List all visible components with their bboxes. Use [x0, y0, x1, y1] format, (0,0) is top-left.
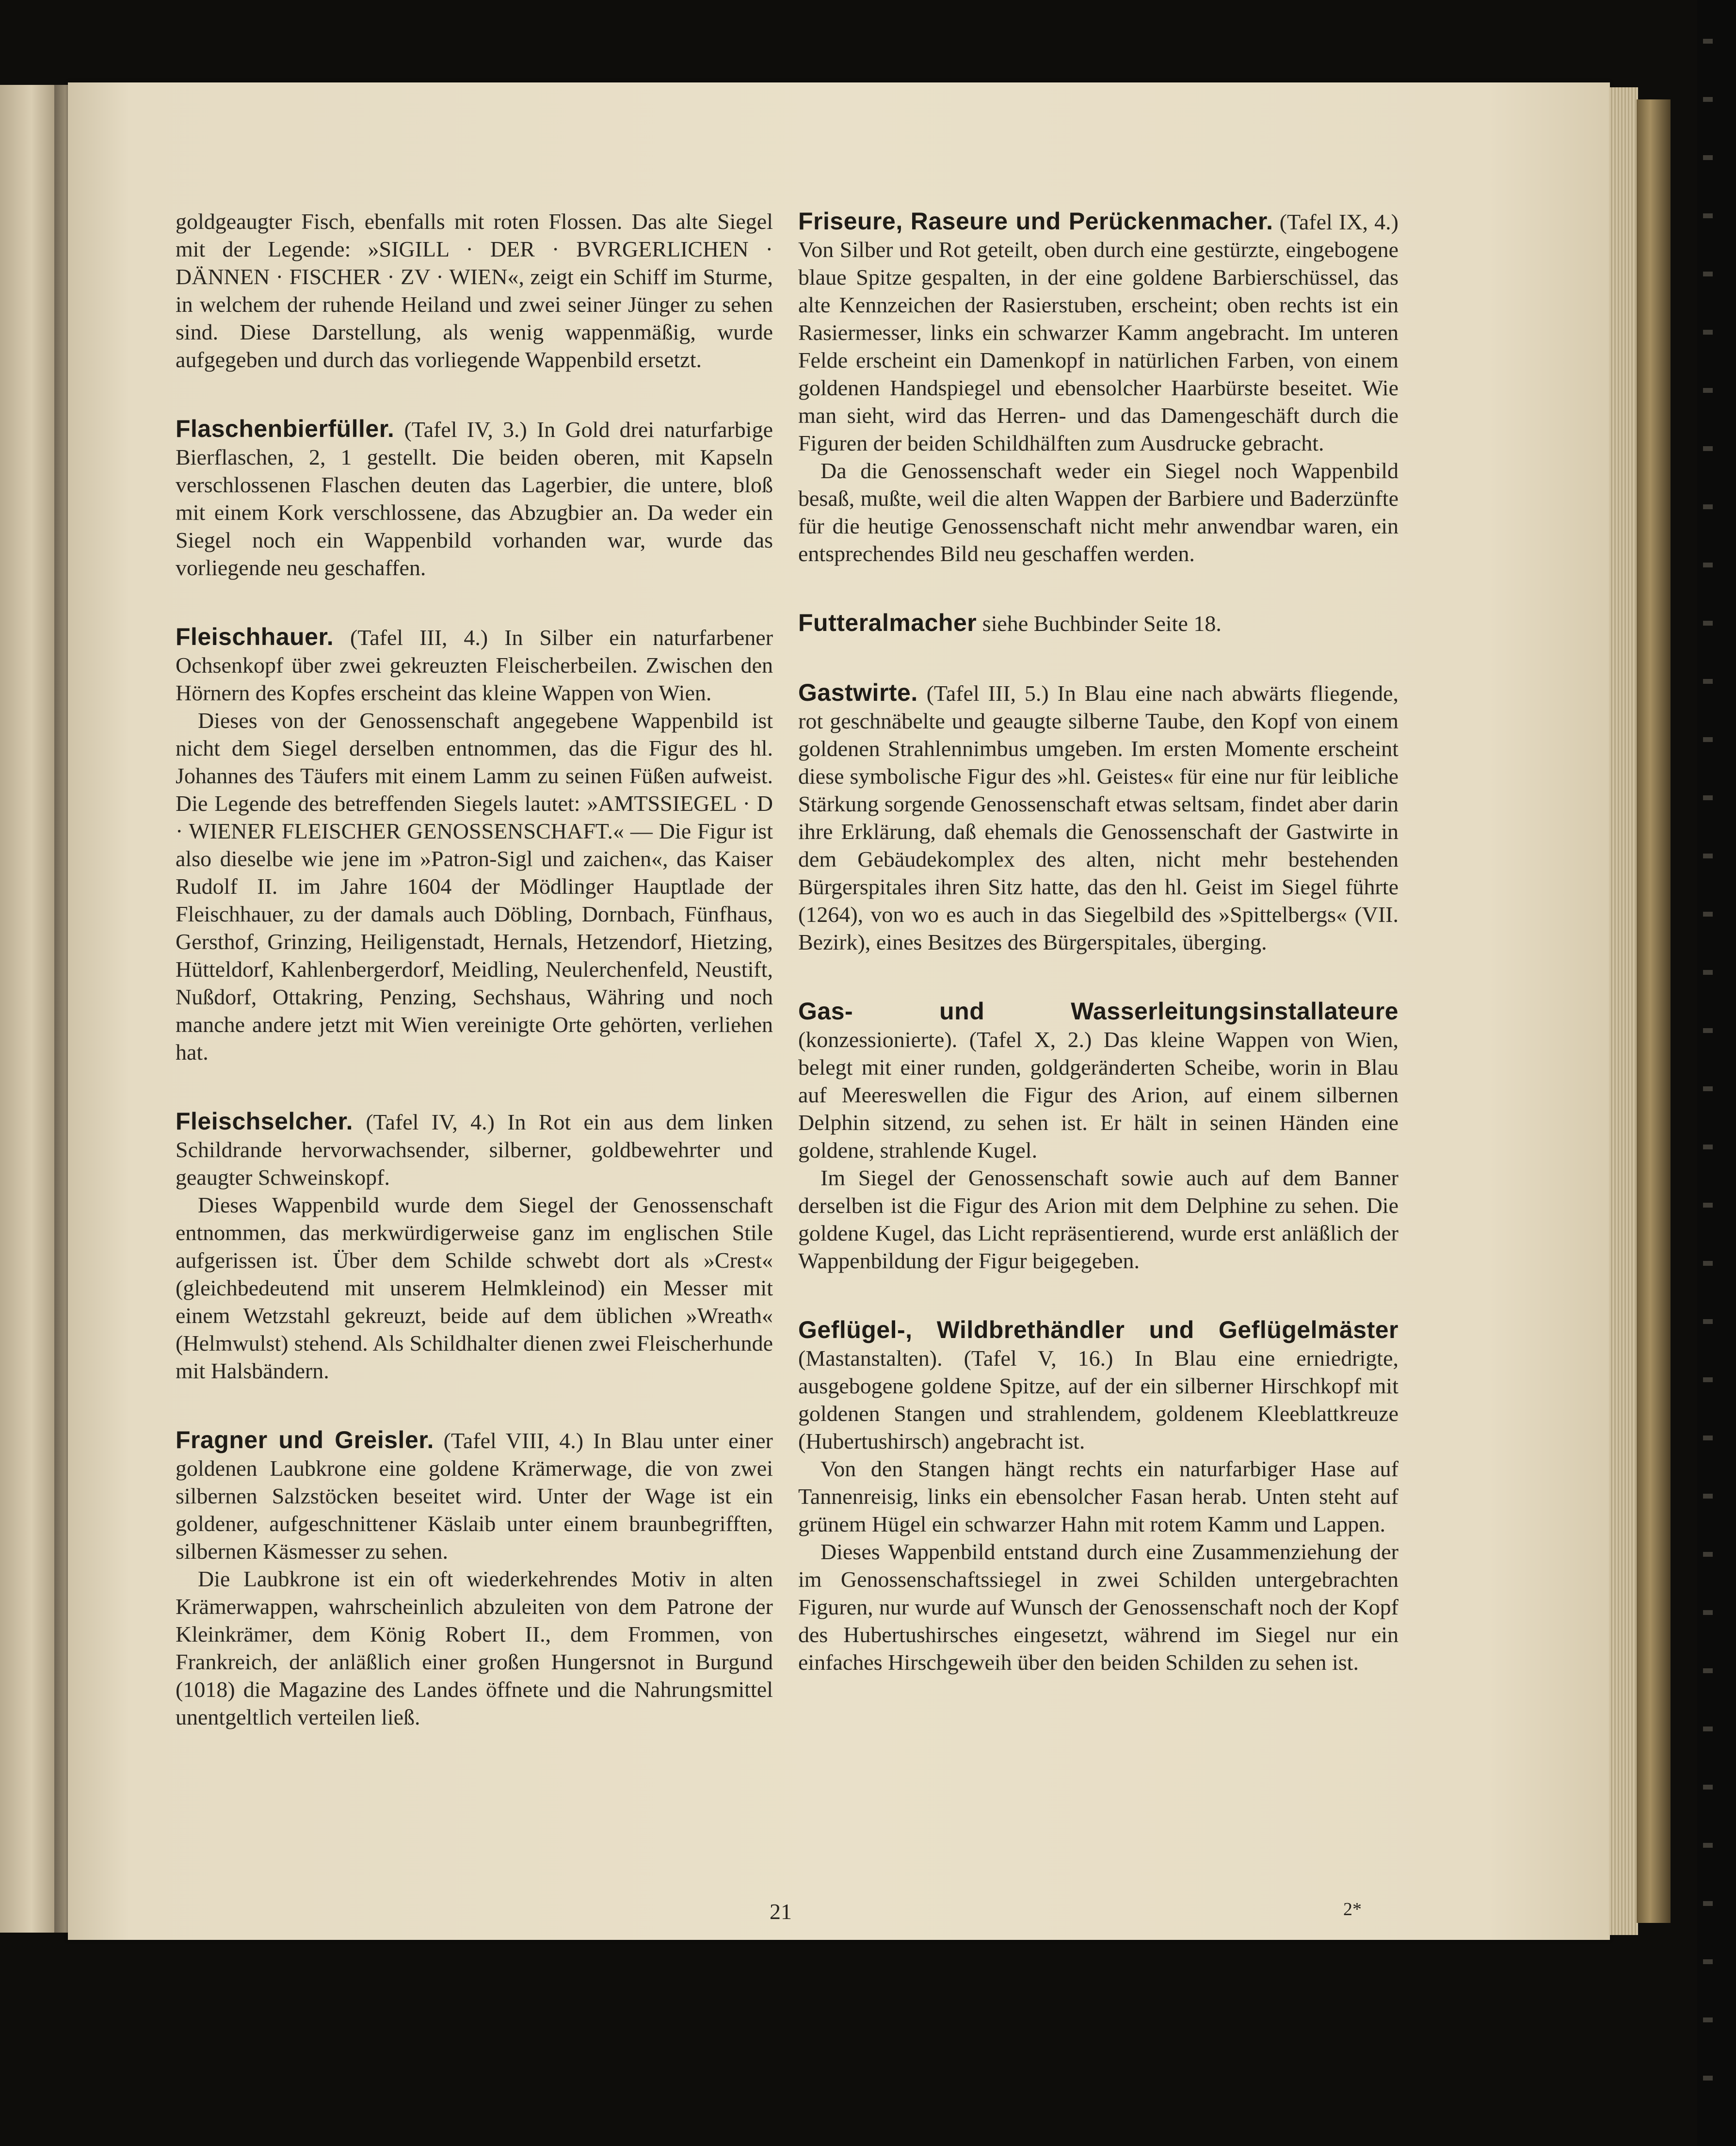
left-page-edge	[0, 85, 57, 1933]
entry-first-paragraph	[176, 208, 773, 373]
ruler-tick	[1703, 1261, 1713, 1266]
entry-first-paragraph	[798, 679, 1398, 956]
ruler-tick	[1703, 2017, 1713, 2022]
entry-heading: Geflügel-, Wildbrethändler und Geflügelmäster	[798, 1316, 1398, 1343]
entry-intro	[176, 208, 773, 373]
entry-friseure	[798, 208, 1398, 567]
entry-fleischhauer	[176, 623, 773, 1066]
entry-text: (Tafel IX, 4.) Von Silber und Rot geteilt, oben durch eine gestürzte, eingebogene blaue Spitze gespalten, in der eine goldene Barbierschüssel, das alte Kennzeichen der Rasierstuben, erscheint; oben rechts ist ein Rasiermesser, links ein schwarzer Kamm angebracht. Im unteren Felde erscheint ein Damenkopf in natürlichen Farben, von einem goldenen Handspiegel und ebensolcher Haarbürste beseitet. Wie man sieht, wird das Herren- und das Damengeschäft durch die Figuren der beiden Schildhälften zum Ausdrucke gebracht.	[798, 210, 1399, 455]
entry-heading: Futteralmacher	[798, 609, 977, 636]
entry-text: (Tafel VIII, 4.) In Blau unter einer goldenen Laubkrone eine goldene Krämerwage, die von zwei silbernen Salzstöcken beseitet wird. Unter der Wage ist ein goldener, aufgeschnittener Käslaib unter einem braunbegrifften, silbernen Käsmesser zu sehen.	[176, 1428, 773, 1564]
entry-first-paragraph	[176, 623, 773, 707]
ruler-tick	[1703, 621, 1713, 626]
right-column	[798, 208, 1398, 1718]
ruler-tick	[1703, 213, 1713, 218]
entry-futteralmacher	[798, 609, 1398, 637]
ruler-tick	[1703, 155, 1713, 160]
ruler-tick	[1703, 737, 1713, 742]
page-stack-edge	[1609, 87, 1638, 1935]
ruler-tick	[1703, 1610, 1713, 1615]
ruler-tick	[1703, 1959, 1713, 1964]
ruler-tick	[1703, 504, 1713, 509]
ruler-tick	[1703, 1436, 1713, 1440]
entry-heading: Friseure, Raseure und Perückenmacher.	[798, 208, 1273, 235]
entry-flaschenbierfueller	[176, 415, 773, 581]
ruler-tick	[1703, 1494, 1713, 1499]
entry-paragraph: Die Laubkrone ist ein oft wiederkehrendes Motiv in alten Krämerwappen, wahrscheinlich abzuleiten von dem Patrone der Kleinkrämer, dem König Robert II., dem Frommen, von Frankreich, der anläßlich einer großen Hungersnot in Burgund (1018) die Magazine des Landes öffnete und die Nahrungsmittel unentgeltlich verteilen ließ.	[176, 1566, 773, 1729]
left-column	[176, 208, 773, 1773]
ruler-tick	[1703, 1785, 1713, 1790]
ruler-tick	[1703, 1901, 1713, 1906]
ruler-tick	[1703, 912, 1713, 917]
entry-text: (Tafel IV, 4.) In Rot ein aus dem linken Schildrande hervorwachsender, silberner, goldbewehrter und geaugter Schweinskopf.	[176, 1110, 773, 1190]
ruler-tick	[1703, 795, 1713, 800]
ruler-tick	[1703, 1203, 1713, 1208]
entry-gastwirte	[798, 679, 1398, 956]
ruler-tick	[1703, 2076, 1713, 2081]
entry-text: (Tafel III, 5.) In Blau eine nach abwärts fliegende, rot geschnäbelte und geaugte silberne Taube, den Kopf von einem goldenen Strahlennimbus umgeben. Im ersten Momente erscheint diese symbolische Figur des »hl. Geistes« für eine nur für leibliche Stärkung sorgende Genossenschaft etwas seltsam, findet aber darin ihre Erklärung, daß ehemals die Genossenschaft der Gastwirte in dem Gebäudekomplex des alten, nicht mehr bestehenden Bürgerspitales ihren Sitz hatte, das den hl. Geist im Siegel führte (1264), von wo es auch in das Siegelbild des »Spittelbergs« (VII. Bezirk), eines Besitzes des Bürgerspitales, überging.	[798, 681, 1399, 954]
entry-heading: Gastwirte.	[798, 679, 918, 706]
entry-paragraph: Dieses von der Genossenschaft angegebene Wappenbild ist nicht dem Siegel derselben entnommen, das die Figur des hl. Johannes des Täufers mit einem Lamm zu seinen Füßen aufweist. Die Legende des betreffenden Siegels lautet: »AMTSSIEGEL · D · WIENER FLEISCHER GENOSSENSCHAFT.« — Die Figur ist also dieselbe wie jene im »Patron-Sigl und zaichen«, das Kaiser Rudolf II. im Jahre 1604 der Mödlinger Hauptlade der Fleischhauer, zu der damals auch Döbling, Dornbach, Fünfhaus, Gersthof, Grinzing, Heiligenstadt, Hernals, Hetzendorf, Hietzing, Hütteldorf, Kahlenbergerdorf, Meidling, Neulerchenfeld, Neustift, Nußdorf, Ottakring, Penzing, Sechshaus, Währing und noch manche andere jetzt mit Wien vereinigte Orte gehörten, verliehen hat.	[176, 708, 773, 1065]
entry-heading: Gas- und Wasserleitungsinstallateure	[798, 998, 1398, 1025]
page-number: 21	[770, 1899, 792, 1924]
entry-fleischselcher	[176, 1108, 773, 1385]
ruler-tick	[1703, 563, 1713, 567]
ruler-tick	[1703, 1377, 1713, 1382]
entry-heading: Fleischhauer.	[176, 623, 334, 650]
ruler-tick	[1703, 1319, 1713, 1324]
entry-first-paragraph	[798, 208, 1398, 457]
ruler-tick	[1703, 97, 1713, 102]
ruler-tick	[1703, 1668, 1713, 1673]
entry-gas	[798, 998, 1398, 1275]
entry-first-paragraph	[176, 1108, 773, 1191]
ruler-tick	[1703, 679, 1713, 684]
entry-first-paragraph	[798, 1316, 1398, 1455]
entry-heading: Flaschenbierfüller.	[176, 415, 395, 442]
ruler-tick	[1703, 446, 1713, 451]
entry-paragraph: Von den Stangen hängt rechts ein naturfarbiger Hase auf Tannenreisig, links ein ebensolcher Fasan herab. Unten steht auf grünem Hügel ein schwarzer Hahn mit rotem Kamm und Lappen.	[798, 1456, 1398, 1536]
entry-text: siehe Buchbinder Seite 18.	[982, 611, 1222, 636]
entry-heading: Fragner und Greisler.	[176, 1426, 434, 1453]
ruler-tick	[1703, 1145, 1713, 1149]
ruler-tick	[1703, 1726, 1713, 1731]
entry-first-paragraph	[798, 998, 1398, 1164]
entry-text: (konzessionierte). (Tafel X, 2.) Das kleine Wappen von Wien, belegt mit einer runden, goldgeränderten Scheibe, worin in Blau auf Meereswellen die Figur des Arion, auf einem silbernen Delphin sitzend, zu sehen ist. Er hält in seinen Händen eine goldene, strahlende Kugel.	[798, 1027, 1398, 1162]
entry-text: (Tafel IV, 3.) In Gold drei naturfarbige Bierflaschen, 2, 1 gestellt. Die beiden oberen, mit Kapseln verschlossenen Flaschen deuten das Lagerbier, die untere, bloß mit einem Kork verschlossene, das Abzugbier an. Da weder ein Siegel noch ein Wappenbild vorhanden war, wurde das vorliegende neu geschaffen.	[176, 417, 773, 580]
ruler-tick	[1703, 970, 1713, 975]
ruler-tick	[1703, 1552, 1713, 1557]
signature-mark: 2*	[1343, 1899, 1362, 1920]
entry-first-paragraph	[176, 1426, 773, 1565]
entry-paragraph: Dieses Wappenbild entstand durch eine Zusammenziehung der im Genossenschaftssiegel in zwei Schilden untergebrachten Figuren, nur wurde auf Wunsch der Genossenschaft noch der Kopf des Hubertushirsches eingesetzt, während im Siegel nur ein einfaches Hirschgeweih über den beiden Schilden zu sehen ist.	[798, 1539, 1398, 1675]
entry-paragraph: Dieses Wappenbild wurde dem Siegel der Genossenschaft entnommen, das merkwürdigerweise ganz im englischen Stile aufgerissen ist. Über dem Schilde schwebt dort als »Crest« (gleichbedeutend mit unserem Helmkleinod) ein Messer mit einem Wetzstahl gekreuzt, beide auf dem üblichen »Wreath« (Helmwulst) stehend. Als Schildhalter dienen zwei Fleischerhunde mit Halsbändern.	[176, 1193, 773, 1383]
ruler-tick	[1703, 1028, 1713, 1033]
ruler-tick	[1703, 1086, 1713, 1091]
entry-paragraph: Im Siegel der Genossenschaft sowie auch auf dem Banner derselben ist die Figur des Arion mit dem Delphine zu sehen. Die goldene Kugel, das Licht repräsentierend, wurde erst anläßlich der Wappenbildung der Figur beigegeben.	[798, 1165, 1398, 1273]
ruler-tick	[1703, 854, 1713, 858]
ruler-tick	[1703, 330, 1713, 335]
entry-heading: Fleischselcher.	[176, 1108, 354, 1135]
ruler-tick	[1703, 272, 1713, 276]
scan-ruler	[1697, 0, 1736, 2146]
ruler-tick	[1703, 39, 1713, 44]
entry-fragner	[176, 1426, 773, 1731]
entry-first-paragraph	[798, 609, 1398, 637]
entry-text: goldgeaugter Fisch, ebenfalls mit roten Flossen. Das alte Siegel mit der Legende: »SIGILL · DER · BVRGERLICHEN · DÄNNEN · FISCHER · ZV · WIEN«, zeigt ein Schiff im Sturme, in welchem der ruhende Heiland und zwei seiner Jünger zu sehen sind. Diese Darstellung, als wenig wappenmäßig, wurde aufgegeben und durch das vorliegende Wappenbild ersetzt.	[176, 209, 773, 372]
entry-text: (Mastanstalten). (Tafel V, 16.) In Blau eine erniedrigte, ausgebogene goldene Spitze, auf der ein silberner Hirschkopf mit goldenen Stangen und strahlendem, goldenem Kleeblattkreuze (Hubertushirsch) angebracht ist.	[798, 1346, 1398, 1453]
entry-text: (Tafel III, 4.) In Silber ein naturfarbener Ochsenkopf über zwei gekreuzten Fleischerbeilen. Zwischen den Hörnern des Kopfes erscheint das kleine Wappen von Wien.	[176, 625, 773, 705]
book-binding	[1637, 99, 1671, 1923]
entry-paragraph: Da die Genossenschaft weder ein Siegel noch Wappenbild besaß, mußte, weil die alten Wappen der Barbiere und Baderzünfte für die heutige Genossenschaft nicht mehr anwendbar waren, ein entsprechendes Bild neu geschaffen werden.	[798, 458, 1398, 566]
ruler-tick	[1703, 1843, 1713, 1848]
ruler-tick	[1703, 388, 1713, 393]
entry-first-paragraph	[176, 415, 773, 581]
entry-gefluegel	[798, 1316, 1398, 1676]
